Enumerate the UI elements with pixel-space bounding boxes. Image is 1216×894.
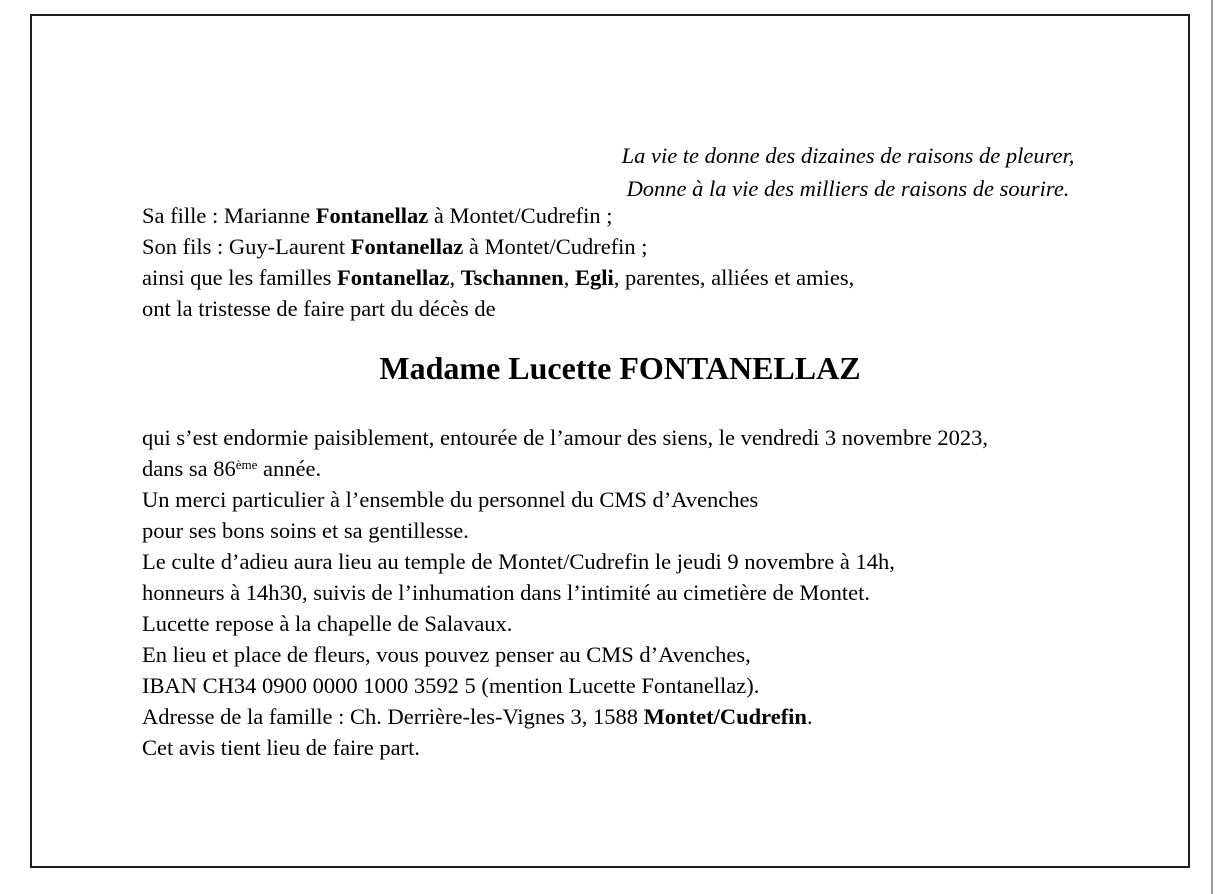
deceased-name-title: Madame Lucette FONTANELLAZ	[379, 350, 861, 386]
thanks-line-2: pour ses bons soins et sa gentillesse.	[142, 518, 469, 543]
passing-line: qui s’est endormie paisiblement, entourée de l’amour des siens, le vendredi 3 novembre 2023,	[142, 425, 989, 450]
daughter-text-pre: Sa fille : Marianne	[142, 203, 316, 228]
ceremony-line-1: Le culte d’adieu aura lieu au temple de Montet/Cudrefin le jeudi 9 novembre à 14h,	[142, 549, 895, 574]
age-text-pre: dans sa 86	[142, 456, 236, 481]
notice-closing-line: Cet avis tient lieu de faire part.	[142, 735, 421, 760]
age-line	[142, 453, 988, 484]
epigraph-line-2: Donne à la vie des milliers de raisons de sourire.	[626, 176, 1070, 201]
families-sep-2: ,	[563, 265, 575, 290]
iban-line: IBAN CH34 0900 0000 1000 3592 5 (mention Lucette Fontanellaz).	[142, 673, 760, 698]
families-text-post: , parentes, alliées et amies,	[613, 265, 855, 290]
families-text-pre: ainsi que les familles	[142, 265, 337, 290]
thanks-line-1: Un merci particulier à l’ensemble du personnel du CMS d’Avenches	[142, 487, 759, 512]
daughter-text-post: à Montet/Cudrefin ;	[428, 203, 613, 228]
address-line	[142, 701, 988, 732]
family-line-closing: ont la tristesse de faire part du décès de	[142, 296, 496, 321]
epigraph-line-1: La vie te donne des dizaines de raisons de pleurer,	[621, 143, 1075, 168]
notice-body	[142, 422, 988, 763]
son-family-name: Fontanellaz	[350, 234, 464, 259]
son-text-pre: Son fils : Guy-Laurent	[142, 234, 351, 259]
daughter-family-name: Fontanellaz	[315, 203, 429, 228]
address-text-pre: Adresse de la famille : Ch. Derrière-les-Vignes 3, 1588	[142, 704, 644, 729]
age-ordinal-superscript: ème	[235, 457, 258, 472]
repose-line: Lucette repose à la chapelle de Salavaux.	[142, 611, 513, 636]
family-name-1: Fontanellaz	[336, 265, 450, 290]
family-line-families	[142, 262, 854, 293]
son-text-post: à Montet/Cudrefin ;	[463, 234, 648, 259]
family-line-son	[142, 231, 854, 262]
family-announcement	[142, 200, 854, 324]
age-text-post: année.	[257, 456, 322, 481]
family-line-daughter	[142, 200, 854, 231]
family-name-2: Tschannen	[460, 265, 564, 290]
ceremony-line-2: honneurs à 14h30, suivis de l’inhumation dans l’intimité au cimetière de Montet.	[142, 580, 870, 605]
address-locality: Montet/Cudrefin	[643, 704, 807, 729]
families-sep-1: ,	[449, 265, 461, 290]
address-text-post: .	[806, 704, 813, 729]
epigraph	[590, 139, 1106, 205]
donation-line: En lieu et place de fleurs, vous pouvez penser au CMS d’Avenches,	[142, 642, 751, 667]
family-name-3: Egli	[574, 265, 614, 290]
page-edge-line	[1211, 0, 1213, 894]
